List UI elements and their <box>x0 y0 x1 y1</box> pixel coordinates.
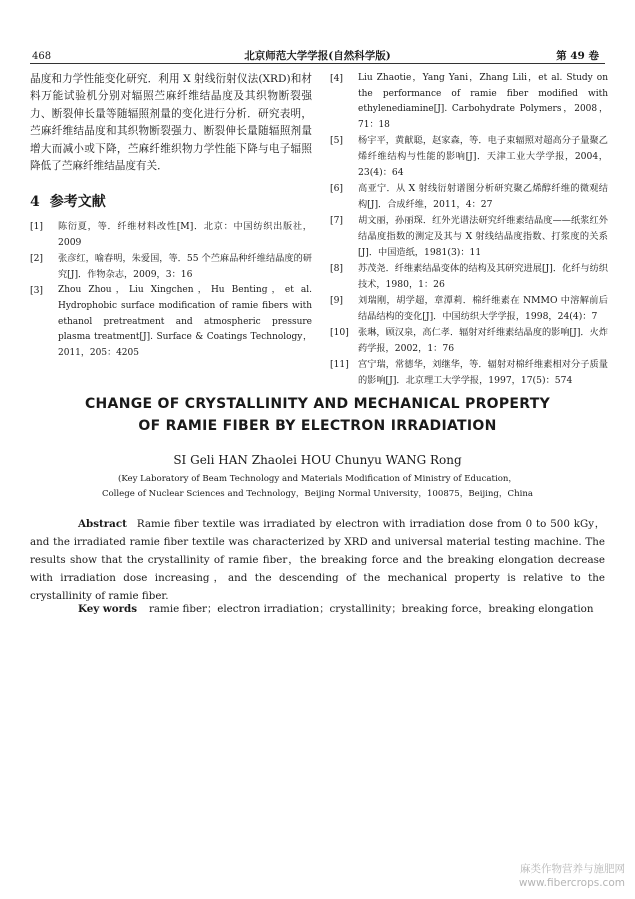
author-list: SI Geli HAN Zhaolei HOU Chunyu WANG Rong <box>173 453 462 467</box>
journal-title: 北京师范大学学报(自然科学版) <box>244 50 391 62</box>
reference-number: [9] <box>330 295 344 307</box>
header-rule <box>30 63 605 64</box>
reference-text: 刘瑞刚，胡学超，章潭莉．棉纤维素在 NMMO 中溶解前后结晶结构的变化[J]．中国纺织大学学报，1998，24(4)：7 <box>358 295 608 323</box>
keywords <box>30 600 605 618</box>
reference-text: 陈衍夏，等．纤维材料改性[M]．北京：中国纺织出版社，2009 <box>58 221 312 249</box>
reference-text: 张彦红，喻春明，朱爱国，等．55 个苎麻品种纤维结晶度的研究[J]．作物杂志，2009，3：16 <box>58 253 312 281</box>
reference-number: [8] <box>330 263 344 275</box>
english-title-line-1: CHANGE OF CRYSTALLINITY AND MECHANICAL PROPERTY <box>84 396 551 412</box>
reference-item <box>330 213 608 261</box>
keywords-label: Key words <box>78 603 137 615</box>
reference-text: 高亚宁．从 X 射线衍射谱图分析研究聚乙烯醇纤维的微观结构[J]．合成纤维，2011，4：27 <box>358 183 608 211</box>
abstract <box>30 515 605 605</box>
watermark <box>519 862 625 890</box>
reference-item <box>30 251 312 283</box>
reference-number: [3] <box>30 285 44 297</box>
reference-number: [7] <box>330 215 344 227</box>
reference-item <box>30 219 312 251</box>
reference-number: [10] <box>330 327 349 339</box>
reference-number: [1] <box>30 221 44 233</box>
reference-number: [5] <box>330 135 344 147</box>
abstract-text: Ramie fiber textile was irradiated by electron with irradiation dose from 0 to 500 kGy，and the irradiated ramie fiber textile was characterized by XRD and universal material testing machine. The results show that the crystallinity of ramie fiber，the breaking force and the breaking elongation decrease with irradiation dose increasing，and the descending of the mechanical property is relative to the crystallinity of ramie fiber. <box>30 518 605 602</box>
reference-text: Zhou Zhou，Liu Xingchen，Hu Benting，et al. Hydrophobic surface modification of ramie fibers with ethanol pretreatment and atmospheric pressure plasma treatment[J]. Surface & Coatings Technology，2011，205：4205 <box>58 285 312 358</box>
abstract-label: Abstract <box>78 518 127 530</box>
section-number: 4 <box>30 194 40 211</box>
left-column <box>30 71 312 361</box>
reference-item <box>330 181 608 213</box>
reference-item <box>330 261 608 293</box>
affiliation-line-2: College of Nuclear Sciences and Technology，Beijing Normal University，100875，Beijing，China <box>101 489 534 499</box>
page-number: 468 <box>32 51 52 62</box>
reference-text: 宫宁瑞，常德华，刘继华，等．辐射对棉纤维素相对分子质量的影响[J]．北京理工大学学报，1997，17(5)：574 <box>358 359 608 387</box>
right-column <box>330 71 608 389</box>
volume-label: 第 49 卷 <box>556 50 599 62</box>
reference-item <box>330 71 608 133</box>
reference-list-left <box>30 219 312 361</box>
reference-number: [4] <box>330 73 344 84</box>
reference-number: [11] <box>330 359 349 371</box>
reference-text: 苏茂尧．纤维素结晶变体的结构及其研究进展[J]．化纤与纺织技术，1980，1：26 <box>358 263 608 291</box>
reference-text: 胡文丽，孙丽琛．红外光谱法研究纤维素结晶度——纸浆红外结晶度指数的测定及其与 X 射线结晶度指数、打浆度的关系[J]．中国造纸，1981(3)：11 <box>358 215 608 259</box>
references-heading <box>30 191 312 211</box>
reference-item <box>330 325 608 357</box>
reference-item <box>330 293 608 325</box>
reference-text: 张琳，顾汉泉，高仁孝．辐射对纤维素结晶度的影响[J]．火炸药学报，2002，1：76 <box>358 327 608 355</box>
reference-item <box>330 357 608 389</box>
keywords-text: ramie fiber；electron irradiation；crystallinity；breaking force，breaking elongation <box>149 603 594 615</box>
watermark-line-2: www.fibercrops.com <box>518 877 625 889</box>
reference-item <box>30 283 312 361</box>
reference-text: Liu Zhaotie，Yang Yani，Zhang Lili，et al. Study on the performance of ramie fiber modified with ethylenediamine[J]. Carbohydrate Polymers，2008，71：18 <box>358 73 608 130</box>
watermark-line-1: 麻类作物营养与施肥网 <box>520 863 625 875</box>
affiliation-line-1: (Key Laboratory of Beam Technology and Materials Modification of Ministry of Education， <box>117 474 518 484</box>
english-title-line-2: OF RAMIE FIBER BY ELECTRON IRRADIATION <box>138 418 497 434</box>
reference-number: [2] <box>30 253 44 265</box>
reference-number: [6] <box>330 183 344 195</box>
section-title: 参考文献 <box>49 194 106 211</box>
reference-text: 杨宇平，黄献聪，赵家森，等．电子束辐照对超高分子量聚乙烯纤维结构与性能的影响[J]．天津工业大学学报，2004，23(4)：64 <box>358 135 608 179</box>
body-paragraph: 晶度和力学性能变化研究．利用 X 射线衍射仪法(XRD)和材料万能试验机分别对辐照苎麻纤维结晶度及其织物断裂强力、断裂伸长量等随辐照剂量的变化进行分析．研究表明，苎麻纤维结晶度和其织物断裂强力、断裂伸长量随辐照剂量增大而减小或下降，苎麻纤维织物力学性能下降与电子辐照降低了苎麻纤维结晶度有关． <box>30 73 312 173</box>
reference-item <box>330 133 608 181</box>
